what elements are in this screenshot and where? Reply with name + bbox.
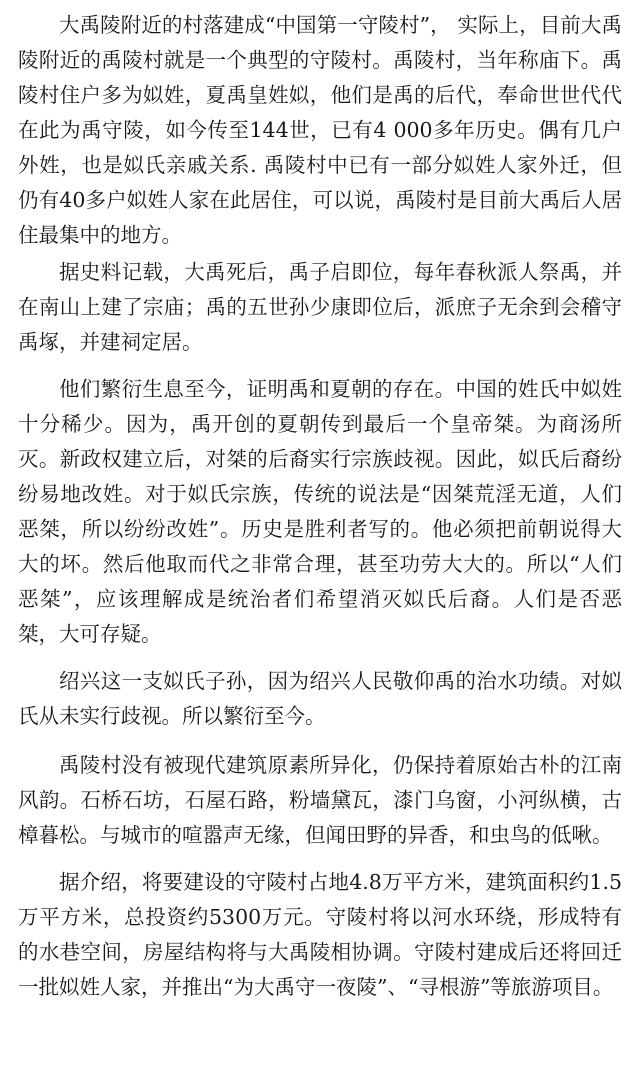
paragraph-1: 大禹陵附近的村落建成“中国第一守陵村”， 实际上，目前大禹陵附近的禹陵村就是一个典型的守陵村。禹陵村，当年称庙下。禹陵村住户多为姒姓，夏禹皇姓姒，他们是禹的后代，奉命世世代代在此为禹守陵，如今传至144世，已有4 000多年历史。偶有几户外姓，也是姒氏亲戚关系. 禹陵村中已有一部分姒姓人家外迁，但仍有40多户姒姓人家在此居住，可以说，禹陵村是目前大禹后人居住最集中的地方。: [18, 13, 622, 247]
paragraph-6: 据介绍，将要建设的守陵村占地4.8万平方米，建筑面积约1.5万平方米，总投资约5300万元。守陵村将以河水环绕，形成特有的水巷空间，房屋结构将与大禹陵相协调。守陵村建成后还将回迁一批姒姓人家，并推出“为大禹守一夜陵”、“寻根游”等旅游项目。: [18, 870, 622, 999]
paragraph-3: 他们繁衍生息至今，证明禹和夏朝的存在。中国的姓氏中姒姓十分稀少。因为，禹开创的夏朝传到最后一个皇帝桀。为商汤所灭。新政权建立后，对桀的后裔实行宗族歧视。因此，姒氏后裔纷纷易地改姓。对于姒氏宗族，传统的说法是“因桀荒淫无道，人们恶桀，所以纷纷改姓”。历史是胜利者写的。他必须把前朝说得大大的坏。然后他取而代之非常合理，甚至功劳大大的。所以“人们恶桀”，应该理解成是统治者们希望消灭姒氏后裔。人们是否恶桀，大可存疑。: [18, 377, 622, 646]
paragraph-spacer: [18, 360, 622, 372]
paragraph-5: 禹陵村没有被现代建筑原素所异化，仍保持着原始古朴的江南风韵。石桥石坊，石屋石路，粉墙黛瓦，漆门乌窗，小河纵横，古樟暮松。与城市的喧嚣声无缘，但闻田野的异香，和虫鸟的低啾。: [18, 753, 622, 847]
paragraph-4: 绍兴这一支姒氏子孙，因为绍兴人民敬仰禹的治水功绩。对姒氏从未实行歧视。所以繁衍至今。: [18, 669, 622, 728]
paragraph-spacer: [18, 652, 622, 664]
paragraph-2: 据史料记载，大禹死后，禹子启即位，每年春秋派人祭禹，并在南山上建了宗庙；禹的五世孙少康即位后，派庶子无余到会稽守禹塚，并建祠定居。: [18, 260, 622, 354]
paragraph-spacer: [18, 734, 622, 748]
paragraph-spacer: [18, 853, 622, 865]
